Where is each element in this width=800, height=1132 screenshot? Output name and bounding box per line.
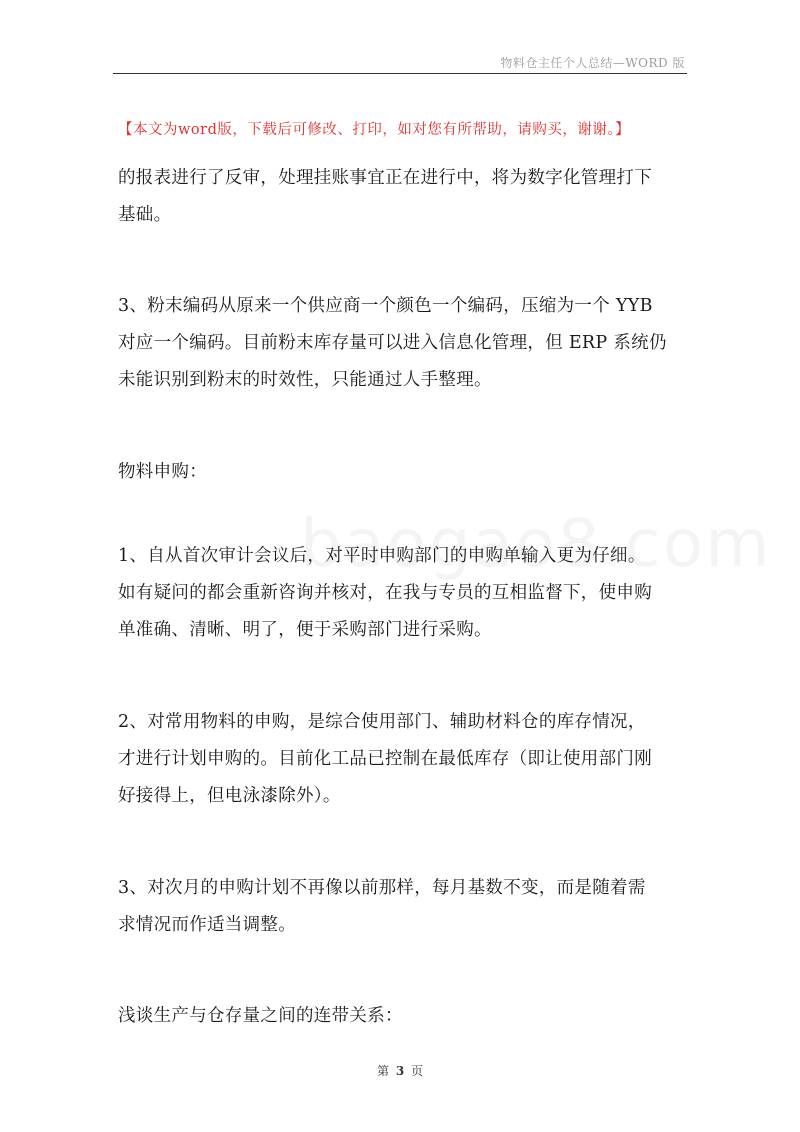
paragraph-line: 单准确、清晰、明了，便于采购部门进行采购。 <box>118 620 492 640</box>
paragraph-line: 浅谈生产与仓存量之间的连带关系： <box>118 1006 403 1026</box>
paragraph-line: 3、粉末编码从原来一个供应商一个颜色一个编码，压缩为一个 YYB <box>118 296 653 316</box>
paragraph-line: 3、对次月的申购计划不再像以前那样，每月基数不变，而是随着需 <box>118 878 646 898</box>
paragraph-line: 好接得上，但电泳漆除外）。 <box>118 786 341 806</box>
paragraph-purchase-1 <box>118 538 698 649</box>
paragraph-line: 基础。 <box>118 205 172 225</box>
paragraph-purchase-2 <box>118 704 698 815</box>
page-footer <box>0 1062 800 1079</box>
paragraph-purchase-3 <box>118 870 698 944</box>
paragraph-line: 1、自从首次审计会议后，对平时申购部门的申购单输入更为仔细。 <box>118 546 646 566</box>
paragraph-line: 的报表进行了反审，处理挂账事宜正在进行中，将为数字化管理打下 <box>118 168 652 188</box>
footer-suffix: 页 <box>411 1064 424 1078</box>
paragraph-line: 对应一个编码。目前粉末库存量可以进入信息化管理，但 ERP 系统仍 <box>118 333 667 353</box>
download-notice: 【本文为word版，下载后可修改、打印，如对您有所帮助，请购买，谢谢。】 <box>118 122 631 138</box>
paragraph-powder-coding <box>118 288 698 399</box>
page-header: 物料仓主任个人总结—WORD 版 <box>500 56 685 70</box>
paragraph-line: 物料申购： <box>118 462 207 482</box>
paragraph-line: 如有疑问的都会重新咨询并核对，在我与专员的互相监督下，使申购 <box>118 583 652 603</box>
paragraph-line: 未能识别到粉末的时效性，只能通过人手整理。 <box>118 370 492 390</box>
footer-prefix: 第 <box>376 1064 389 1078</box>
paragraph-continuation <box>118 160 698 234</box>
paragraph-line: 才进行计划申购的。目前化工品已控制在最低库存（即让使用部门刚 <box>118 749 652 769</box>
section-heading-relation <box>118 998 698 1035</box>
paragraph-line: 2、对常用物料的申购，是综合使用部门、辅助材料仓的库存情况， <box>118 712 646 732</box>
header-rule <box>113 73 687 74</box>
paragraph-line: 求情况而作适当调整。 <box>118 915 296 935</box>
page-number: 3 <box>395 1064 405 1078</box>
section-heading-purchasing <box>118 454 698 491</box>
